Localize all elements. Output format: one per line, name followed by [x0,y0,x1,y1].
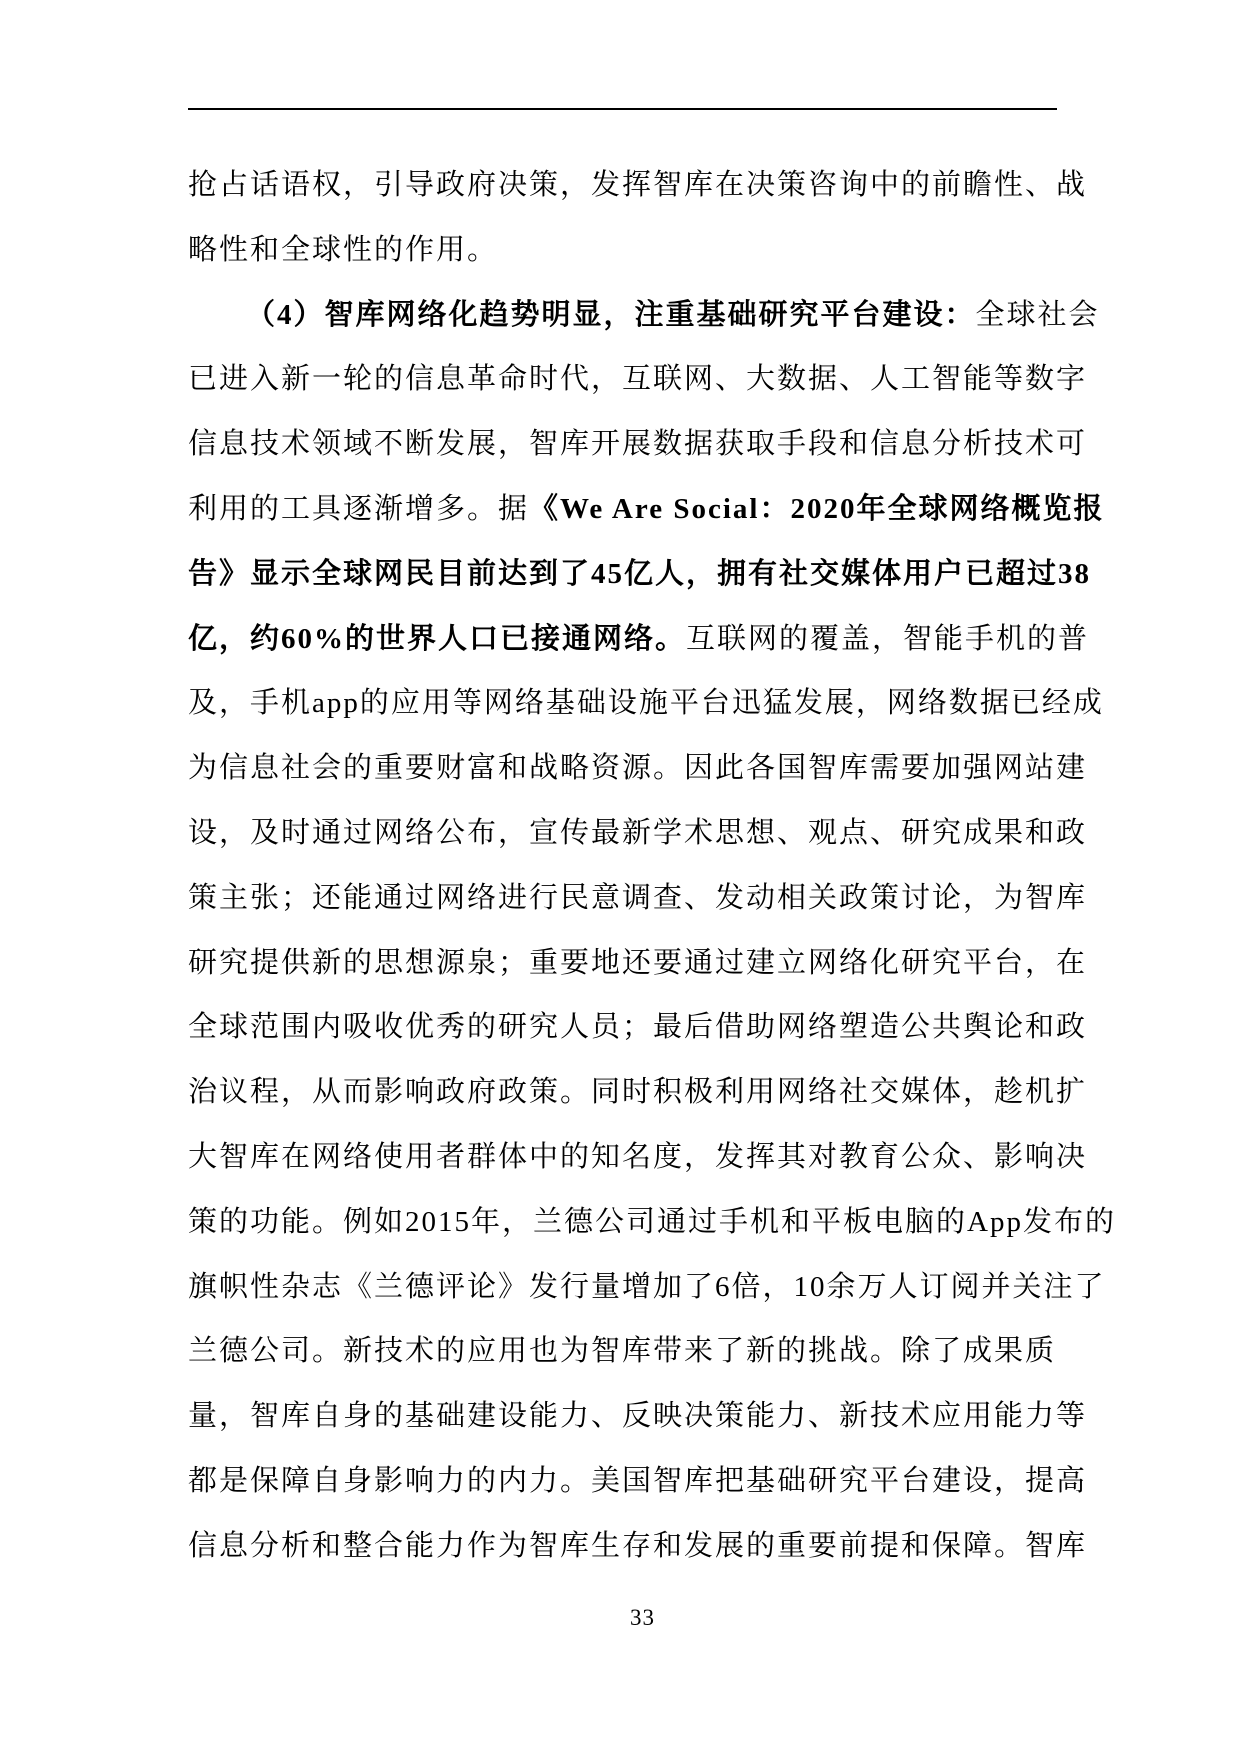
text-segment: 策主张；还能通过网络进行民意调查、发动相关政策讨论，为智库 [188,881,1088,914]
text-line [188,1319,1097,1384]
text-segment: 及，手机app的应用等网络基础设施平台迅猛发展，网络数据已经成 [188,687,1104,720]
text-line [188,671,1104,736]
text-segment: 治议程，从而影响政府政策。同时积极利用网络社交媒体，趁机扩 [188,1076,1088,1109]
page-number: 33 [630,1605,655,1630]
text-segment: 略性和全球性的作用。 [188,233,499,266]
text-line [188,1190,1116,1255]
text-segment: 兰德公司。新技术的应用也为智库带来了新的挑战。除了成果质 [188,1335,1057,1368]
text-line [188,477,1105,542]
bold-text-segment: 《We Are Social：2020年全球网络概览报 [529,492,1105,525]
text-segment: 抢占话语权，引导政府决策，发挥智库在决策咨询中的前瞻性、战 [188,169,1088,201]
text-line [188,1125,1097,1190]
text-segment: 全球社会 [975,298,1100,331]
text-line [188,801,1097,866]
text-line [188,1255,1106,1320]
bold-text-segment: （4）智库网络化趋势明显，注重基础研究平台建设： [246,298,976,331]
document-body [188,153,1116,1579]
text-segment: 已进入新一轮的信息革命时代，互联网、大数据、人工智能等数字 [188,363,1088,396]
text-line [188,1449,1097,1514]
text-segment: 策的功能。例如2015年，兰德公司通过手机和平板电脑的App发布的 [188,1205,1116,1238]
text-line [188,412,1097,477]
text-line [188,1514,1097,1579]
text-segment: 利用的工具逐渐增多。据 [188,492,530,525]
page-footer [188,1598,1097,1638]
text-line [188,347,1097,412]
text-segment: 设，及时通过网络公布，宣传最新学术思想、观点、研究成果和政 [188,816,1088,849]
paragraph [188,283,1116,1579]
text-line [188,1384,1097,1449]
text-line [188,542,1097,607]
text-segment: 信息分析和整合能力作为智库生存和发展的重要前提和保障。智库 [188,1529,1088,1562]
header-rule [188,108,1057,110]
text-segment: 互联网的覆盖，智能手机的普 [686,622,1090,655]
text-line [188,218,1097,283]
text-segment: 研究提供新的思想源泉；重要地还要通过建立网络化研究平台，在 [188,946,1088,979]
bold-text-segment: 告》显示全球网民目前达到了45亿人，拥有社交媒体用户已超过38 [188,557,1092,590]
text-segment: 信息技术领域不断发展，智库开展数据获取手段和信息分析技术可 [188,428,1088,461]
text-line [188,995,1097,1060]
text-line [188,1060,1097,1125]
text-line [188,736,1097,801]
text-segment: 大智库在网络使用者群体中的知名度，发挥其对教育公众、影响决 [188,1140,1088,1173]
bold-text-segment: 亿，约60%的世界人口已接通网络。 [188,622,687,655]
text-segment: 为信息社会的重要财富和战略资源。因此各国智库需要加强网站建 [188,752,1088,785]
text-segment: 旗帜性杂志《兰德评论》发行量增加了6倍，10余万人订阅并关注了 [188,1270,1106,1303]
text-line [188,866,1097,931]
text-line [188,931,1097,996]
text-line [188,607,1097,672]
text-line [188,283,1100,348]
text-segment: 都是保障自身影响力的内力。美国智库把基础研究平台建设，提高 [188,1464,1088,1497]
paragraph [188,153,1097,283]
text-segment: 量，智库自身的基础建设能力、反映决策能力、新技术应用能力等 [188,1400,1088,1433]
text-line [188,153,1097,218]
text-segment: 全球范围内吸收优秀的研究人员；最后借助网络塑造公共舆论和政 [188,1011,1088,1044]
